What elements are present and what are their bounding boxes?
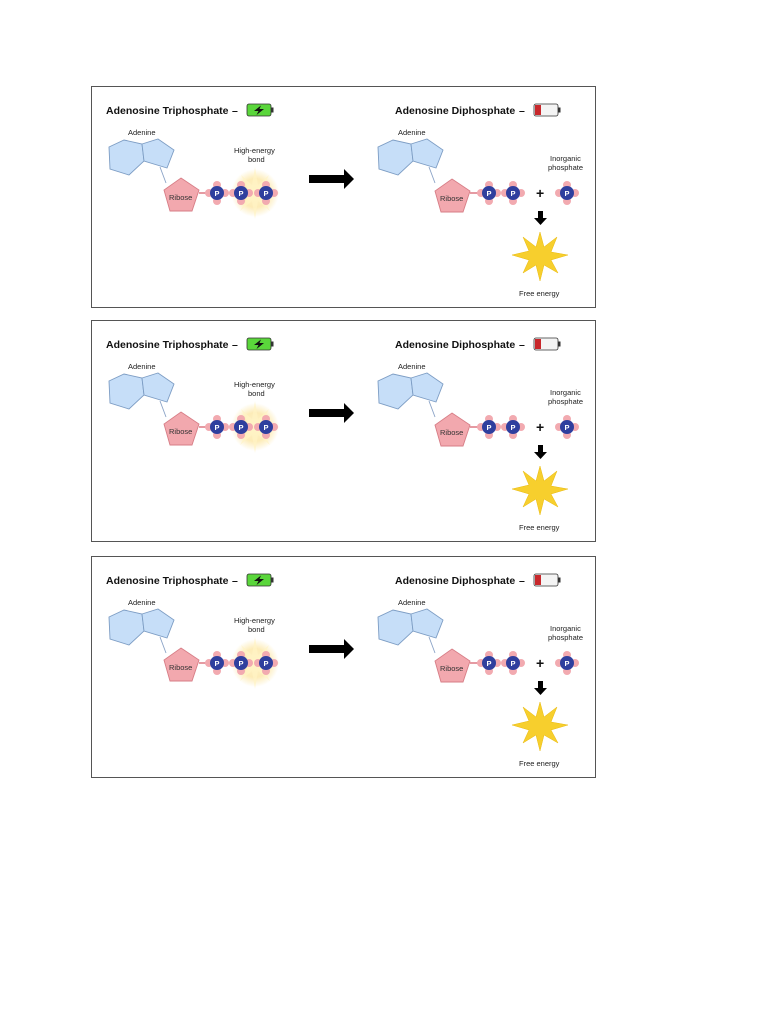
adp-ribose bbox=[435, 649, 470, 682]
adp-title-dash: – bbox=[519, 105, 525, 117]
down-arrow-icon bbox=[534, 211, 547, 225]
phosphate-symbol: P bbox=[510, 189, 516, 198]
phosphate-symbol: P bbox=[486, 659, 492, 668]
adp-ribose-label: Ribose bbox=[440, 194, 464, 203]
inorganic-phosphate bbox=[555, 181, 579, 205]
high-energy-label-line2: bond bbox=[248, 389, 265, 398]
phosphate-1 bbox=[477, 415, 501, 439]
adp-ribose-label: Ribose bbox=[440, 428, 464, 437]
down-arrow-icon bbox=[534, 681, 547, 695]
phosphate-symbol: P bbox=[510, 659, 516, 668]
phosphate-symbol: P bbox=[564, 659, 570, 668]
phosphate-2 bbox=[501, 415, 525, 439]
atp-adenine-ring bbox=[109, 139, 174, 175]
phosphate-symbol: P bbox=[564, 189, 570, 198]
high-energy-label-line2: bond bbox=[248, 625, 265, 634]
high-energy-label-line2: bond bbox=[248, 155, 265, 164]
phosphate-symbol: P bbox=[214, 423, 220, 432]
inorganic-label-line2: phosphate bbox=[548, 397, 584, 406]
atp-hydrolysis-diagram bbox=[92, 87, 597, 309]
atp-title: Adenosine Triphosphate bbox=[106, 575, 229, 587]
adp-adenine-ring bbox=[378, 139, 443, 175]
adp-adenine-label: Adenine bbox=[398, 128, 426, 137]
high-energy-label-line1: High-energy bbox=[234, 146, 275, 155]
down-arrow-icon bbox=[534, 445, 547, 459]
free-energy-burst-icon bbox=[512, 702, 568, 751]
phosphate-symbol: P bbox=[564, 423, 570, 432]
atp-adenine-label: Adenine bbox=[128, 598, 156, 607]
phosphate-symbol: P bbox=[214, 659, 220, 668]
inorganic-label-line1: Inorganic bbox=[550, 154, 581, 163]
adp-adenine-ribose-link bbox=[429, 167, 435, 183]
atp-ribose bbox=[164, 178, 199, 211]
adp-phosphate-group bbox=[477, 181, 525, 205]
phosphate-1 bbox=[205, 651, 229, 675]
phosphate-1 bbox=[477, 651, 501, 675]
inorganic-label-line1: Inorganic bbox=[550, 388, 581, 397]
atp-ribose bbox=[164, 648, 199, 681]
atp-ribose-label: Ribose bbox=[169, 193, 193, 202]
atp-adenine-label: Adenine bbox=[128, 128, 156, 137]
adp-adenine-ring bbox=[378, 373, 443, 409]
phosphate-1 bbox=[205, 181, 229, 205]
adp-adenine-ribose-link bbox=[429, 637, 435, 653]
phosphate-symbol: P bbox=[263, 659, 269, 668]
atp-ribose-label: Ribose bbox=[169, 427, 193, 436]
phosphate-symbol: P bbox=[263, 189, 269, 198]
adp-ribose-label: Ribose bbox=[440, 664, 464, 673]
phosphate-symbol: P bbox=[486, 189, 492, 198]
phosphate-2 bbox=[501, 651, 525, 675]
atp-phosphate-group bbox=[205, 651, 278, 675]
reaction-arrow-icon bbox=[309, 639, 354, 659]
battery-full-icon bbox=[247, 574, 274, 586]
atp-adenine-ring bbox=[109, 609, 174, 645]
free-energy-label: Free energy bbox=[519, 289, 560, 298]
atp-title-dash: – bbox=[232, 575, 238, 587]
phosphate-symbol: P bbox=[510, 423, 516, 432]
free-energy-burst-icon bbox=[512, 466, 568, 515]
adp-adenine-label: Adenine bbox=[398, 598, 426, 607]
atp-ribose bbox=[164, 412, 199, 445]
inorganic-phosphate bbox=[555, 415, 579, 439]
battery-low-icon bbox=[534, 338, 561, 350]
phosphate-1 bbox=[477, 181, 501, 205]
inorganic-phosphate bbox=[555, 651, 579, 675]
inorganic-label-line2: phosphate bbox=[548, 633, 584, 642]
high-energy-label-line1: High-energy bbox=[234, 616, 275, 625]
atp-hydrolysis-diagram bbox=[92, 557, 597, 779]
atp-hydrolysis-diagram bbox=[92, 321, 597, 543]
inorganic-label-line2: phosphate bbox=[548, 163, 584, 172]
atp-adenine-ribose-link bbox=[160, 401, 166, 417]
battery-full-icon bbox=[247, 104, 274, 116]
atp-title: Adenosine Triphosphate bbox=[106, 105, 229, 117]
free-energy-label: Free energy bbox=[519, 523, 560, 532]
adp-title-dash: – bbox=[519, 575, 525, 587]
plus-sign: + bbox=[536, 655, 545, 671]
adp-title: Adenosine Diphosphate bbox=[395, 575, 516, 587]
atp-phosphate-group bbox=[205, 181, 278, 205]
adp-adenine-ring bbox=[378, 609, 443, 645]
atp-adenine-ribose-link bbox=[160, 637, 166, 653]
reaction-arrow-icon bbox=[309, 403, 354, 423]
battery-low-icon bbox=[534, 574, 561, 586]
atp-ribose-label: Ribose bbox=[169, 663, 193, 672]
phosphate-symbol: P bbox=[238, 659, 244, 668]
free-energy-label: Free energy bbox=[519, 759, 560, 768]
atp-hydrolysis-panel bbox=[91, 320, 596, 542]
phosphate-symbol: P bbox=[238, 423, 244, 432]
atp-hydrolysis-panel bbox=[91, 86, 596, 308]
atp-title: Adenosine Triphosphate bbox=[106, 339, 229, 351]
adp-ribose bbox=[435, 413, 470, 446]
battery-full-icon bbox=[247, 338, 274, 350]
atp-title-dash: – bbox=[232, 339, 238, 351]
phosphate-symbol: P bbox=[486, 423, 492, 432]
adp-phosphate-group bbox=[477, 415, 525, 439]
atp-title-dash: – bbox=[232, 105, 238, 117]
adp-adenine-label: Adenine bbox=[398, 362, 426, 371]
adp-title: Adenosine Diphosphate bbox=[395, 339, 516, 351]
adp-adenine-ribose-link bbox=[429, 401, 435, 417]
atp-phosphate-group bbox=[205, 415, 278, 439]
adp-title: Adenosine Diphosphate bbox=[395, 105, 516, 117]
adp-title-dash: – bbox=[519, 339, 525, 351]
battery-low-icon bbox=[534, 104, 561, 116]
adp-phosphate-group bbox=[477, 651, 525, 675]
atp-hydrolysis-panel bbox=[91, 556, 596, 778]
phosphate-1 bbox=[205, 415, 229, 439]
reaction-arrow-icon bbox=[309, 169, 354, 189]
phosphate-symbol: P bbox=[238, 189, 244, 198]
phosphate-symbol: P bbox=[263, 423, 269, 432]
plus-sign: + bbox=[536, 419, 545, 435]
free-energy-burst-icon bbox=[512, 232, 568, 281]
phosphate-symbol: P bbox=[214, 189, 220, 198]
adp-ribose bbox=[435, 179, 470, 212]
atp-adenine-label: Adenine bbox=[128, 362, 156, 371]
atp-adenine-ribose-link bbox=[160, 167, 166, 183]
plus-sign: + bbox=[536, 185, 545, 201]
inorganic-label-line1: Inorganic bbox=[550, 624, 581, 633]
phosphate-2 bbox=[501, 181, 525, 205]
atp-adenine-ring bbox=[109, 373, 174, 409]
high-energy-label-line1: High-energy bbox=[234, 380, 275, 389]
